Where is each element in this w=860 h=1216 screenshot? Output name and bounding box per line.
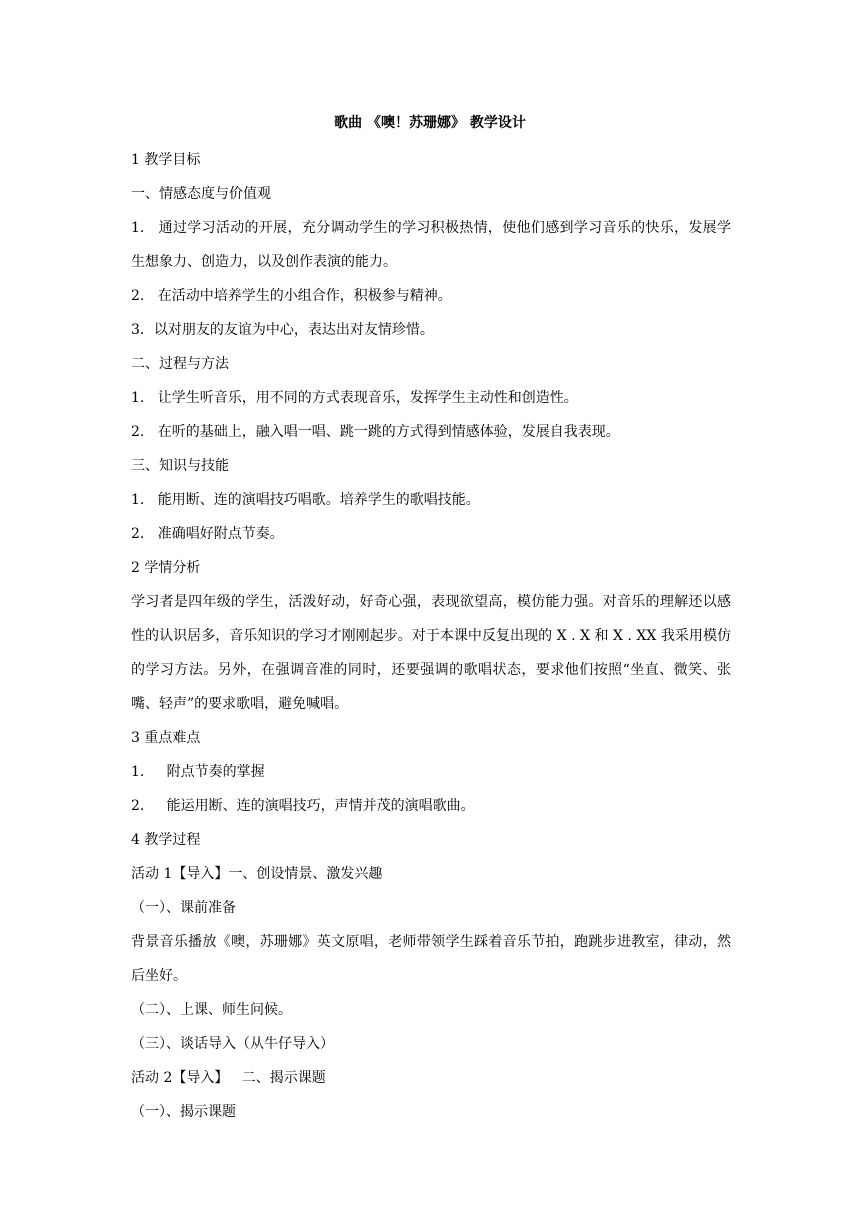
activity-heading: 活动 2【导入】 二、揭示课题 [131, 1070, 326, 1086]
list-item: 1. 附点节奏的掌握 [131, 764, 265, 780]
list-item: 1. 让学生听音乐，用不同的方式表现音乐，发挥学生主动性和创造性。 [131, 390, 578, 406]
paragraph-learner-analysis: 学习者是四年级的学生，活泼好动，好奇心强，表现欲望高，模仿能力强。对音乐的理解还以感性的认识居多，音乐知识的学习才刚刚起步。对于本课中反复出现的 X . X 和 X . XX 我采用模仿的学习方法。另外，在强调音准的同时，还要强调的歌唱状态，要求他们按照“坐直、微笑、张嘴、轻声”的要求歌唱，避免喊唱。 [131, 594, 731, 712]
subheading-process-method: 二、过程与方法 [131, 356, 229, 372]
heading-teaching-goals: 1 教学目标 [131, 152, 201, 168]
step-item: （一）、揭示课题 [131, 1104, 236, 1120]
heading-learner-analysis: 2 学情分析 [131, 560, 201, 576]
heading-teaching-process: 4 教学过程 [131, 832, 201, 848]
activity-heading: 活动 1【导入】一、创设情景、激发兴趣 [131, 866, 383, 882]
list-item: 2. 准确唱好附点节奏。 [131, 526, 284, 542]
list-item: 2. 能运用断、连的演唱技巧，声情并茂的演唱歌曲。 [131, 798, 475, 814]
list-item: 2. 在听的基础上，融入唱一唱、跳一跳的方式得到情感体验，发展自我表现。 [131, 424, 620, 440]
list-item: 3．以对朋友的友谊为中心，表达出对友情珍惜。 [131, 322, 434, 338]
step-item: （一）、课前准备 [131, 900, 236, 916]
paragraph-prep: 背景音乐播放《噢，苏珊娜》英文原唱，老师带领学生踩着音乐节拍，跑跳步进教室，律动，然后坐好。 [131, 934, 731, 984]
step-item: （二）、上课、师生问候。 [131, 1002, 292, 1018]
document-body [131, 143, 731, 1129]
step-item: （三）、谈话导入（从牛仔导入） [131, 1036, 334, 1052]
list-item: 1. 能用断、连的演唱技巧唱歌。培养学生的歌唱技能。 [131, 492, 480, 508]
subheading-emotion-values: 一、情感态度与价值观 [131, 186, 271, 202]
subheading-knowledge-skills: 三、知识与技能 [131, 458, 229, 474]
list-item: 1. 通过学习活动的开展，充分调动学生的学习积极热情，使他们感到学习音乐的快乐，发展学生想象力、创造力，以及创作表演的能力。 [131, 220, 731, 270]
document-title: 歌曲 《噢！苏珊娜》 教学设计 [334, 115, 526, 131]
list-item: 2. 在活动中培养学生的小组合作，积极参与精神。 [131, 288, 452, 304]
heading-key-difficulties: 3 重点难点 [131, 730, 201, 746]
